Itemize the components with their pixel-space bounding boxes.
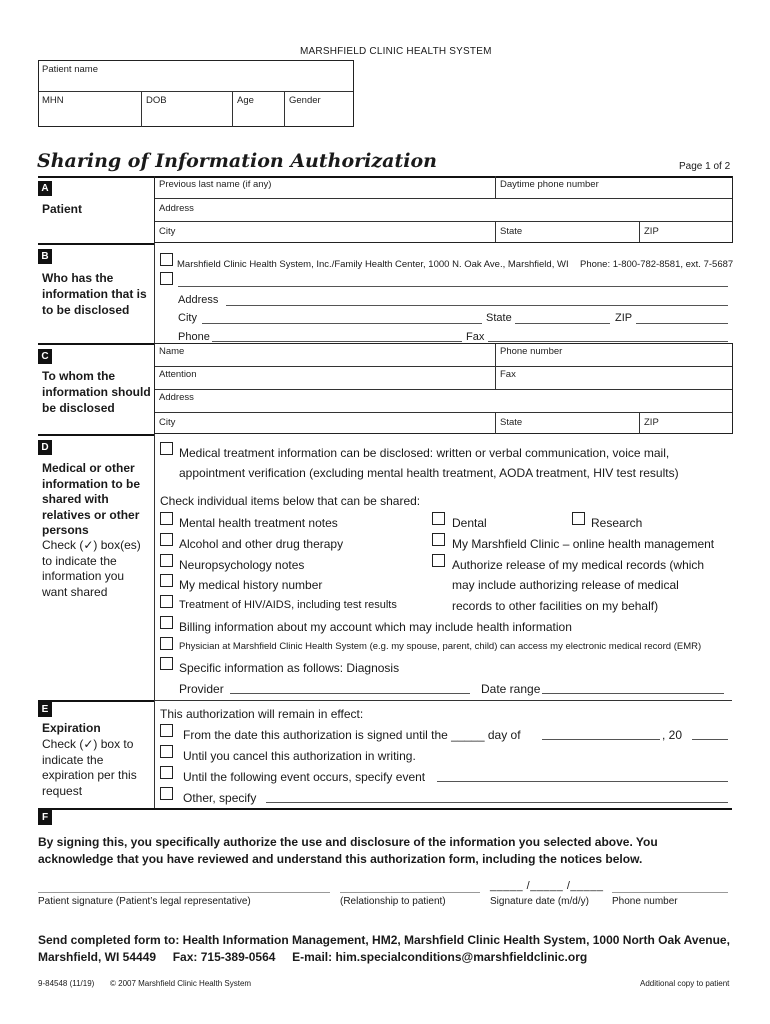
send-to-line-1: Send completed form to: Health Information Management, HM2, Marshfield Clinic Health System, 1000 North Oak Avenue, [38,933,730,947]
authorize-release-checkbox[interactable] [432,554,445,567]
org-name: MARSHFIELD CLINIC HEALTH SYSTEM [300,46,492,57]
section-e-instruction: Check (✓) box to indicate the expiration per this request [42,737,137,798]
authorize-release-label-3: records to other facilities on my behalf) [452,599,659,613]
b-city-label: City [178,312,197,324]
c-attention-label: Attention [159,369,197,380]
recipient-fields [154,343,733,434]
section-b-heading: Who has the information that is to be disclosed [42,271,147,317]
signature-date-label: Signature date (m/d/y) [490,896,589,907]
date-range-label: Date range [481,682,541,696]
patient-signature-line[interactable] [38,892,330,893]
exp-month-line[interactable] [542,739,660,740]
b-phone-line[interactable] [212,341,462,342]
hiv-checkbox[interactable] [160,595,173,608]
exp-year-label: , 20 [662,728,683,742]
additional-copy-note: Additional copy to patient [640,979,730,988]
physician-emr-label: Physician at Marshfield Clinic Health System (e.g. my spouse, parent, child) can access my electronic medical record (EMR) [179,641,702,652]
physician-emr-checkbox[interactable] [160,637,173,650]
research-label: Research [591,516,643,530]
medical-treatment-checkbox[interactable] [160,442,173,455]
patient-signature-label: Patient signature (Patient’s legal representative) [38,896,251,907]
patient-name-label: Patient name [42,64,98,75]
c-state-label: State [500,417,523,428]
b-zip-line[interactable] [636,323,728,324]
neuropsych-checkbox[interactable] [160,554,173,567]
billing-label: Billing information about my account which may include health information [179,620,572,634]
section-c-marker: C [38,349,52,364]
my-marshfield-checkbox[interactable] [432,533,445,546]
patient-fields [154,176,733,243]
exp-other-label: Other, specify [183,791,257,805]
section-d-instruction: Check (✓) box(es) to indicate the information you want shared [42,538,141,599]
hiv-label: Treatment of HIV/AIDS, including test results [179,599,397,611]
b-phone-label: Phone [178,331,210,343]
send-to-line-2: Marshfield, WI 54449 Fax: 715-389-0564 E-mail: him.specialconditions@marshfieldclinic.org [38,950,588,964]
zip-label: ZIP [644,226,659,237]
exp-cancel-label: Until you cancel this authorization in writing. [183,749,416,763]
prev-name-label: Previous last name (if any) [159,179,272,190]
section-c-heading: To whom the information should be disclosed [42,369,151,415]
age-label: Age [237,95,254,106]
exp-event-line[interactable] [437,781,728,782]
section-e-marker: E [38,702,52,717]
section-e-heading: Expiration [42,721,101,735]
phone-number-label: Phone number [612,896,678,907]
page-title: Sharing of Information Authorization [37,150,437,172]
provider-line[interactable] [230,693,470,694]
authorize-release-label-2: may include authorizing release of medical [452,578,679,592]
city-label: City [159,226,176,237]
section-d-heading: Medical or other information to be shared with relatives or other persons [42,461,140,537]
phone-number-line[interactable] [612,892,728,893]
mchs-phone: Phone: 1-800-782-8581, ext. 7-5687 [580,259,734,270]
exp-year-line[interactable] [692,739,728,740]
other-source-checkbox[interactable] [160,272,173,285]
check-items-label: Check individual items below that can be shared: [160,494,421,508]
history-number-checkbox[interactable] [160,574,173,587]
state-label: State [500,226,523,237]
b-state-line[interactable] [515,323,610,324]
c-fax-label: Fax [500,369,516,380]
medical-treatment-label-2: appointment verification (excluding mental health treatment, AODA treatment, HIV test results) [179,466,679,480]
exp-event-checkbox[interactable] [160,766,173,779]
c-address-label: Address [159,392,194,403]
provider-label: Provider [179,682,224,696]
b-state-label: State [486,312,512,324]
dob-label: DOB [146,95,167,106]
research-checkbox[interactable] [572,512,585,525]
c-zip-label: ZIP [644,417,659,428]
section-b-marker: B [38,249,52,264]
neuropsych-label: Neuropsychology notes [179,558,305,572]
c-phone-label: Phone number [500,346,563,357]
history-number-label: My medical history number [179,578,323,592]
exp-date-label: From the date this authorization is signed until the _____ day of [183,728,521,742]
b-fax-line[interactable] [488,341,728,342]
mhn-label: MHN [42,95,64,106]
other-source-line[interactable] [178,286,728,287]
address-label: Address [159,203,194,214]
form-code: 9-84548 (11/19) [38,979,95,988]
section-a-marker: A [38,181,52,196]
exp-date-checkbox[interactable] [160,724,173,737]
mental-health-label: Mental health treatment notes [179,516,338,530]
alcohol-label: Alcohol and other drug therapy [179,537,344,551]
mental-health-checkbox[interactable] [160,512,173,525]
page-number: Page 1 of 2 [679,161,731,172]
specific-info-checkbox[interactable] [160,657,173,670]
relationship-label: (Relationship to patient) [340,896,446,907]
exp-event-label: Until the following event occurs, specify event [183,770,426,784]
date-range-line[interactable] [542,693,724,694]
expiration-intro: This authorization will remain in effect: [160,707,364,721]
section-a-heading: Patient [42,202,83,216]
exp-other-line[interactable] [266,802,728,803]
authorize-release-label-1: Authorize release of my medical records (which [452,558,705,572]
medical-treatment-label-1: Medical treatment information can be disclosed: written or verbal communication, voice mail, [179,446,670,460]
relationship-line[interactable] [340,892,480,893]
b-address-label: Address [178,294,219,306]
my-marshfield-label: My Marshfield Clinic – online health management [452,537,715,551]
copyright: © 2007 Marshfield Clinic Health System [110,979,252,988]
section-d-marker: D [38,440,52,455]
b-address-line[interactable] [226,305,728,306]
b-city-line[interactable] [202,323,482,324]
c-name-label: Name [159,346,185,357]
gender-label: Gender [289,95,321,106]
b-fax-label: Fax [466,331,485,343]
mchs-option-label: Marshfield Clinic Health System, Inc./Family Health Center, 1000 N. Oak Ave., Marshfield, WI [177,259,569,270]
authorization-statement: By signing this, you specifically authorize the use and disclosure of the information you selected above. You acknowledge that you have reviewed and understand this authorization form, including the notices below. [38,835,658,866]
dental-checkbox[interactable] [432,512,445,525]
specific-info-label: Specific information as follows: Diagnosis [179,661,400,675]
signature-date-blanks[interactable]: _____ /_____ /_____ [490,880,604,892]
section-f-marker: F [38,810,52,825]
day-phone-label: Daytime phone number [500,179,599,190]
exp-other-checkbox[interactable] [160,787,173,800]
patient-info-box [38,60,354,127]
c-city-label: City [159,417,176,428]
mchs-checkbox[interactable] [160,253,173,266]
billing-checkbox[interactable] [160,616,173,629]
alcohol-checkbox[interactable] [160,533,173,546]
exp-cancel-checkbox[interactable] [160,745,173,758]
dental-label: Dental [452,516,487,530]
b-zip-label: ZIP [615,312,633,324]
